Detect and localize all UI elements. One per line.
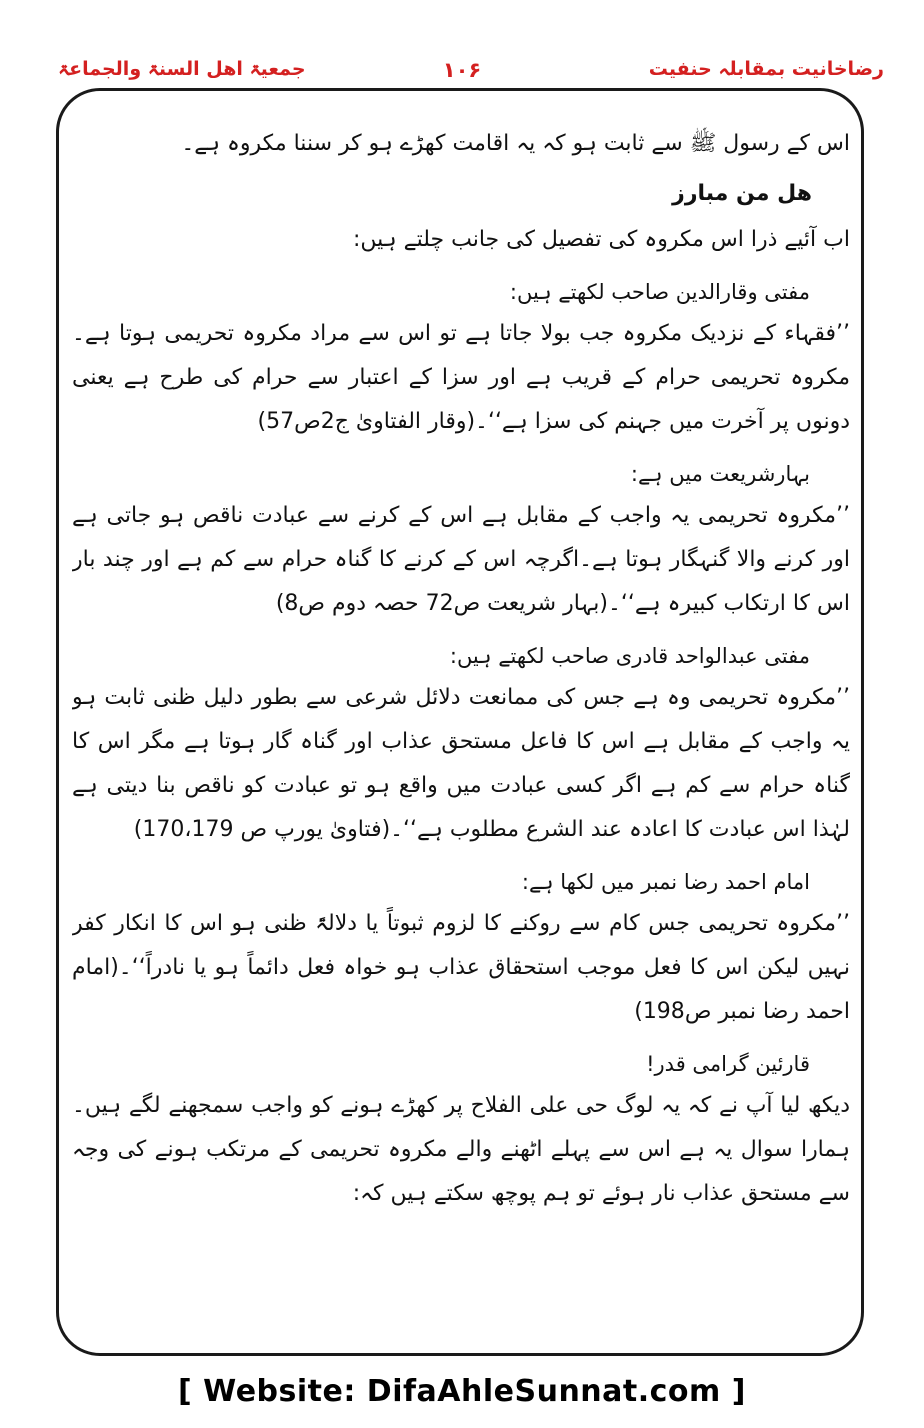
closing-paragraph: دیکھ لیا آپ نے کہ یہ لوگ حی علی الفلاح پر کھڑے ہونے کو واجب سمجھنے لگے ہیں۔ہمارا سوال یہ ہے اس سے پہلے اٹھنے والے مکروہ تحریمی کے مرتکب ہونے کی وجہ سے مستحق عذاب نار ہوئے تو ہم پوچھ سکتے ہیں کہ: xyxy=(72,1093,850,1206)
website-footer: [ Website: DifaAhleSunnat.com ] xyxy=(178,1374,746,1409)
citation-label-raza: امام احمد رضا نمبر میں لکھا ہے: xyxy=(521,870,810,894)
page-body xyxy=(72,122,850,1338)
page-header xyxy=(40,58,884,88)
citation-label-qadri: مفتی عبدالواحد قادری صاحب لکھتے ہیں: xyxy=(449,644,810,668)
citation-label-waqar: مفتی وقارالدین صاحب لکھتے ہیں: xyxy=(509,280,810,304)
section-heading: ھل من مبارز xyxy=(672,181,812,206)
publisher-name: جمعیۃ اھل السنۃ والجماعۃ xyxy=(58,58,306,80)
page-number: ۱۰۶ xyxy=(442,58,482,82)
quote-bahar: ’’مکروہ تحریمی یہ واجب کے مقابل ہے اس کے کرنے سے عبادت ناقص ہو جاتی ہے اور کرنے والا گنہگار ہوتا ہے۔اگرچہ اس کے کرنے کا گناہ حرام سے کم ہے اور چند بار اس کا ارتکاب کبیرہ ہے‘‘۔(بہار شریعت ص72 حصہ دوم ص8) xyxy=(72,503,850,616)
readers-address: قارئین گرامی قدر! xyxy=(646,1052,810,1076)
citation-label-bahar: بہارشریعت میں ہے: xyxy=(630,462,810,486)
book-title: رضاخانیت بمقابلہ حنفیت xyxy=(648,58,884,80)
quote-raza: ’’مکروہ تحریمی جس کام سے روکنے کا لزوم ثبوتاً یا دلالۃً ظنی ہو اس کا انکار کفر نہیں لیکن اس کا فعل موجب استحقاق عذاب ہو خواہ فعل دائماً ہو یا نادراً‘‘۔(امام احمد رضا نمبر ص198) xyxy=(72,911,850,1024)
transition-paragraph: اب آئیے ذرا اس مکروہ کی تفصیل کی جانب چلتے ہیں: xyxy=(353,227,850,252)
quote-waqar: ’’فقہاء کے نزدیک مکروہ جب بولا جاتا ہے تو اس سے مراد مکروہ تحریمی ہوتا ہے۔مکروہ تحریمی حرام کے قریب ہے اور سزا کے اعتبار سے حرام کی طرح ہے یعنی دونوں پر آخرت میں جہنم کی سزا ہے‘‘۔(وقار الفتاویٰ ج2ص57) xyxy=(72,321,850,434)
intro-paragraph: اس کے رسول ﷺ سے ثابت ہو کہ یہ اقامت کھڑے ہو کر سننا مکروہ ہے۔ xyxy=(181,131,850,156)
quote-qadri: ’’مکروہ تحریمی وہ ہے جس کی ممانعت دلائل شرعی سے بطور دلیل ظنی ثابت ہو یہ واجب کے مقابل ہے اس کا فاعل مستحق عذاب اور گناہ گار ہوتا ہے مگر اس کا گناہ حرام سے کم ہے اگر کسی عبادت میں واقع ہو تو عبادت کو ناقص بنا دیتی ہے لہٰذا اس عبادت کا اعادہ عند الشرع مطلوب ہے‘‘۔(فتاویٰ یورپ ص 170،179) xyxy=(72,685,850,842)
